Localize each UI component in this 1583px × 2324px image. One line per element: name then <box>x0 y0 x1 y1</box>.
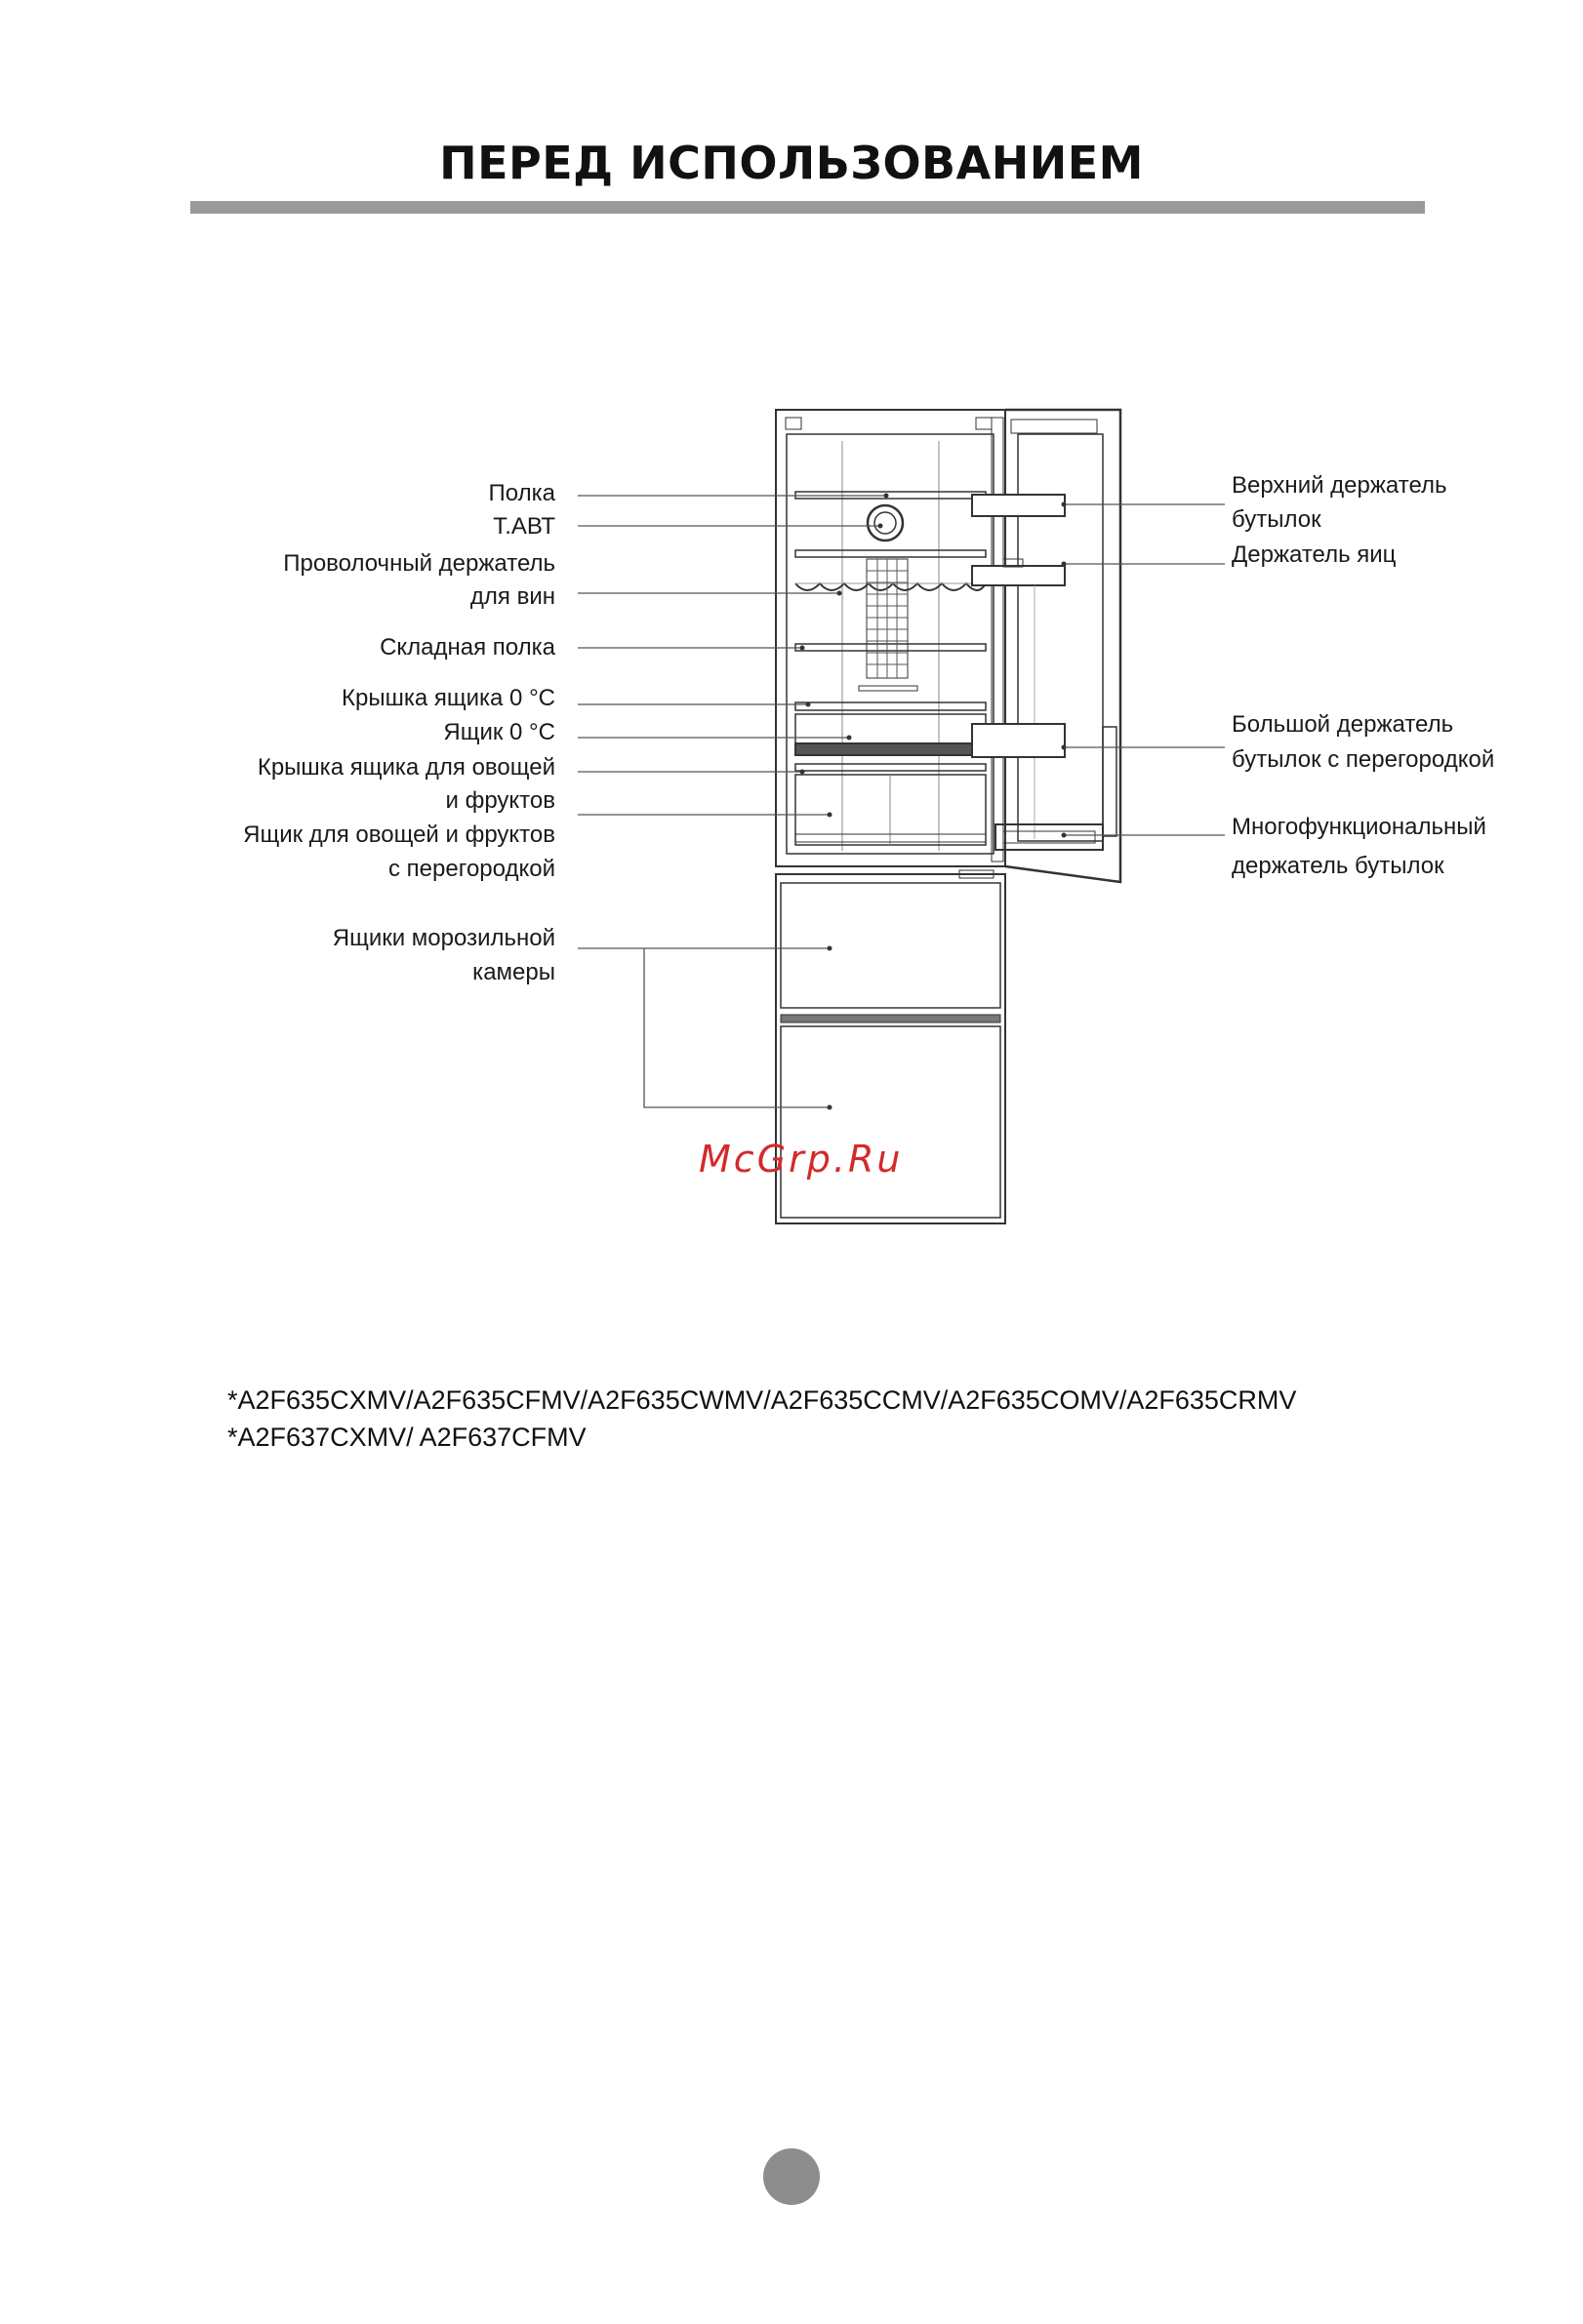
label-freezer-drawers-line1: Ящики морозильной <box>332 925 555 951</box>
model-list <box>227 1382 1296 1456</box>
label-multi-bottle-holder-line1: Многофункциональный <box>1232 814 1486 840</box>
shelf-2 <box>795 550 986 557</box>
multi-bottle-holder <box>995 824 1103 850</box>
label-crisper-lid-line1: Крышка ящика для овощей <box>257 754 555 781</box>
label-zero-drawer-lid: Крышка ящика 0 °С <box>341 685 555 711</box>
folding-shelf <box>795 644 986 651</box>
page-title: ПЕРЕД ИСПОЛЬЗОВАНИЕМ <box>439 137 1144 189</box>
label-crisper-lid-line2: и фруктов <box>445 787 555 814</box>
label-large-bottle-holder-line2: бутылок с перегородкой <box>1232 746 1495 773</box>
crisper-lid <box>795 764 986 771</box>
large-bottle-holder <box>972 724 1065 757</box>
model-line: *A2F635CXMV/A2F635CFMV/A2F635CWMV/A2F635CCMV/A2F635COMV/A2F635CRMV <box>227 1385 1297 1415</box>
label-freezer-drawers-line2: камеры <box>472 959 555 985</box>
label-zero-drawer: Ящик 0 °С <box>443 719 555 745</box>
label-crisper-line1: Ящик для овощей и фруктов <box>243 821 555 848</box>
label-upper-bottle-holder-line2: бутылок <box>1232 506 1321 533</box>
label-egg-holder: Держатель яиц <box>1232 541 1397 568</box>
freezer-drawer-lower <box>781 1026 1000 1218</box>
egg-holder <box>972 566 1065 585</box>
model-line: *A2F637CXMV/ A2F637CFMV <box>227 1422 587 1452</box>
watermark: McGrp.Ru <box>699 1138 904 1181</box>
label-folding-shelf: Складная полка <box>380 634 555 661</box>
label-wine-holder-line2: для вин <box>469 583 555 610</box>
zero-drawer-lid <box>795 702 986 710</box>
wine-holder-waves <box>795 583 986 590</box>
label-large-bottle-holder-line1: Большой держатель <box>1232 711 1454 738</box>
freezer-drawer-upper <box>781 883 1000 1008</box>
label-crisper-line2: с перегородкой <box>388 856 555 882</box>
page-number-marker <box>763 2148 820 2205</box>
label-shelf: Полка <box>488 480 555 506</box>
zero-drawer-front <box>795 743 986 755</box>
label-wine-holder-line1: Проволочный держатель <box>283 550 555 577</box>
tabt-dial <box>868 505 903 541</box>
upper-bottle-holder <box>972 495 1065 516</box>
label-upper-bottle-holder-line1: Верхний держатель <box>1232 472 1447 499</box>
label-multi-bottle-holder-line2: держатель бутылок <box>1232 853 1444 879</box>
zero-drawer <box>795 714 986 743</box>
label-tabt: Т.АВТ <box>493 513 555 540</box>
